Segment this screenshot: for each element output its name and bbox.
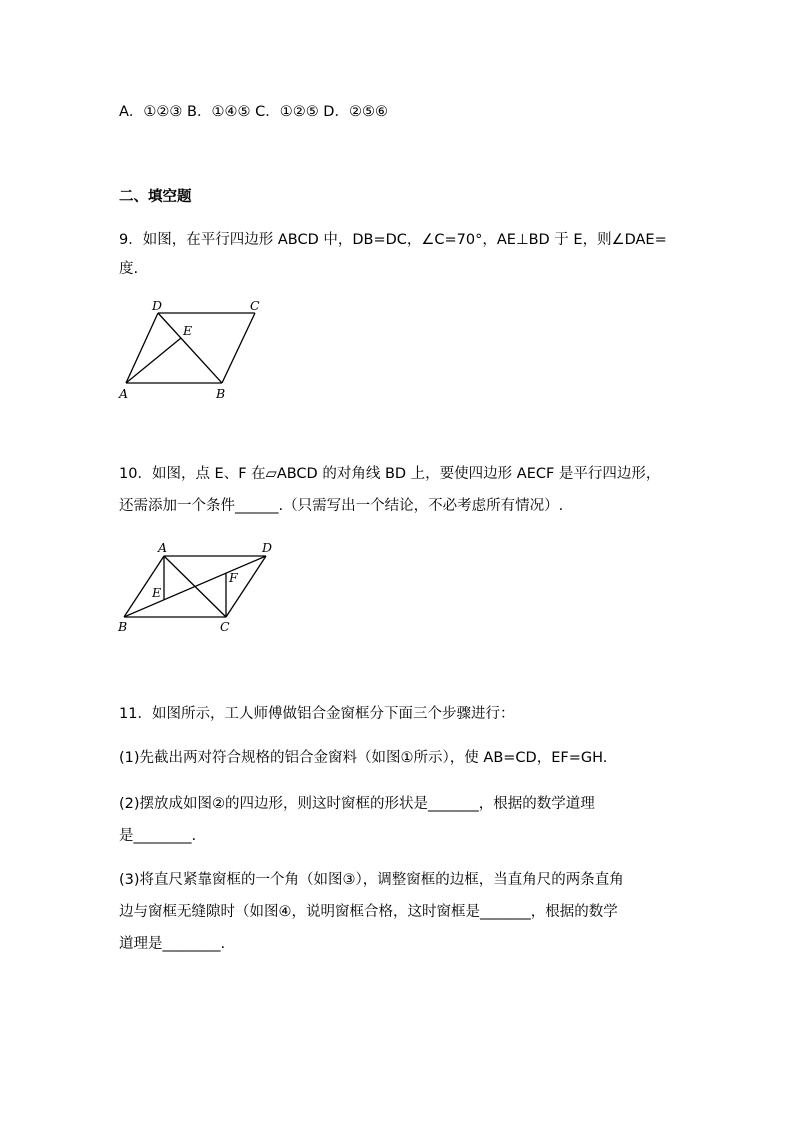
- q10-diagonal-ac: [164, 556, 226, 617]
- q10-text-line1: 10．如图，点 E、F 在▱ABCD 的对角线 BD 上，要使四边形 AECF 是平行四边形，: [119, 466, 661, 482]
- q10-label-f: F: [229, 570, 238, 585]
- q9-side-bc: [222, 313, 255, 383]
- q11-intro: 11．如图所示，工人师傅做铝合金窗框分下面三个步骤进行：: [119, 706, 515, 722]
- q9-label-a: A: [119, 386, 129, 401]
- q10-label-a: A: [158, 540, 168, 555]
- q9-label-c: C: [250, 298, 260, 313]
- q10-label-e: E: [152, 585, 162, 600]
- q10-parallelogram-figure: [110, 540, 280, 640]
- q9-parallelogram-figure: [110, 295, 275, 405]
- q10-label-d: D: [262, 540, 273, 555]
- section-title-fill-in: 二、填空题: [119, 189, 192, 205]
- q11-step3-line2: 边与窗框无缝隙时（如图④，说明窗框合格，这时窗框是_______，根据的数学: [119, 904, 618, 920]
- q9-segment-ae: [126, 338, 181, 383]
- q9-text-line2: 度.: [119, 261, 139, 277]
- q11-step3-line3: 道理是________.: [119, 936, 226, 952]
- q9-side-ad: [126, 313, 158, 383]
- q9-label-b: B: [216, 386, 226, 401]
- q9-label-d: D: [152, 298, 163, 313]
- q11-step2-line2: 是________.: [119, 828, 197, 844]
- q8-options: A．①②③ B．①④⑤ C．①②⑤ D．②⑤⑥: [119, 104, 388, 120]
- q9-label-e: E: [183, 323, 193, 338]
- q11-step3-line1: (3)将直尺紧靠窗框的一个角（如图③），调整窗框的边框，当直角尺的两条直角: [119, 872, 624, 888]
- q11-step1: (1)先截出两对符合规格的铝合金窗料（如图①所示），使 AB=CD，EF=GH.: [119, 750, 608, 766]
- q10-label-b: B: [118, 619, 128, 634]
- q10-text-line2: 还需添加一个条件______.（只需写出一个结论，不必考虑所有情况）.: [119, 498, 564, 514]
- q10-label-c: C: [220, 619, 230, 634]
- q9-text-line1: 9．如图，在平行四边形 ABCD 中，DB=DC，∠C=70°，AE⊥BD 于 E，则∠DAE=: [119, 232, 667, 248]
- q11-step2-line1: (2)摆放成如图②的四边形，则这时窗框的形状是_______，根据的数学道理: [119, 796, 595, 812]
